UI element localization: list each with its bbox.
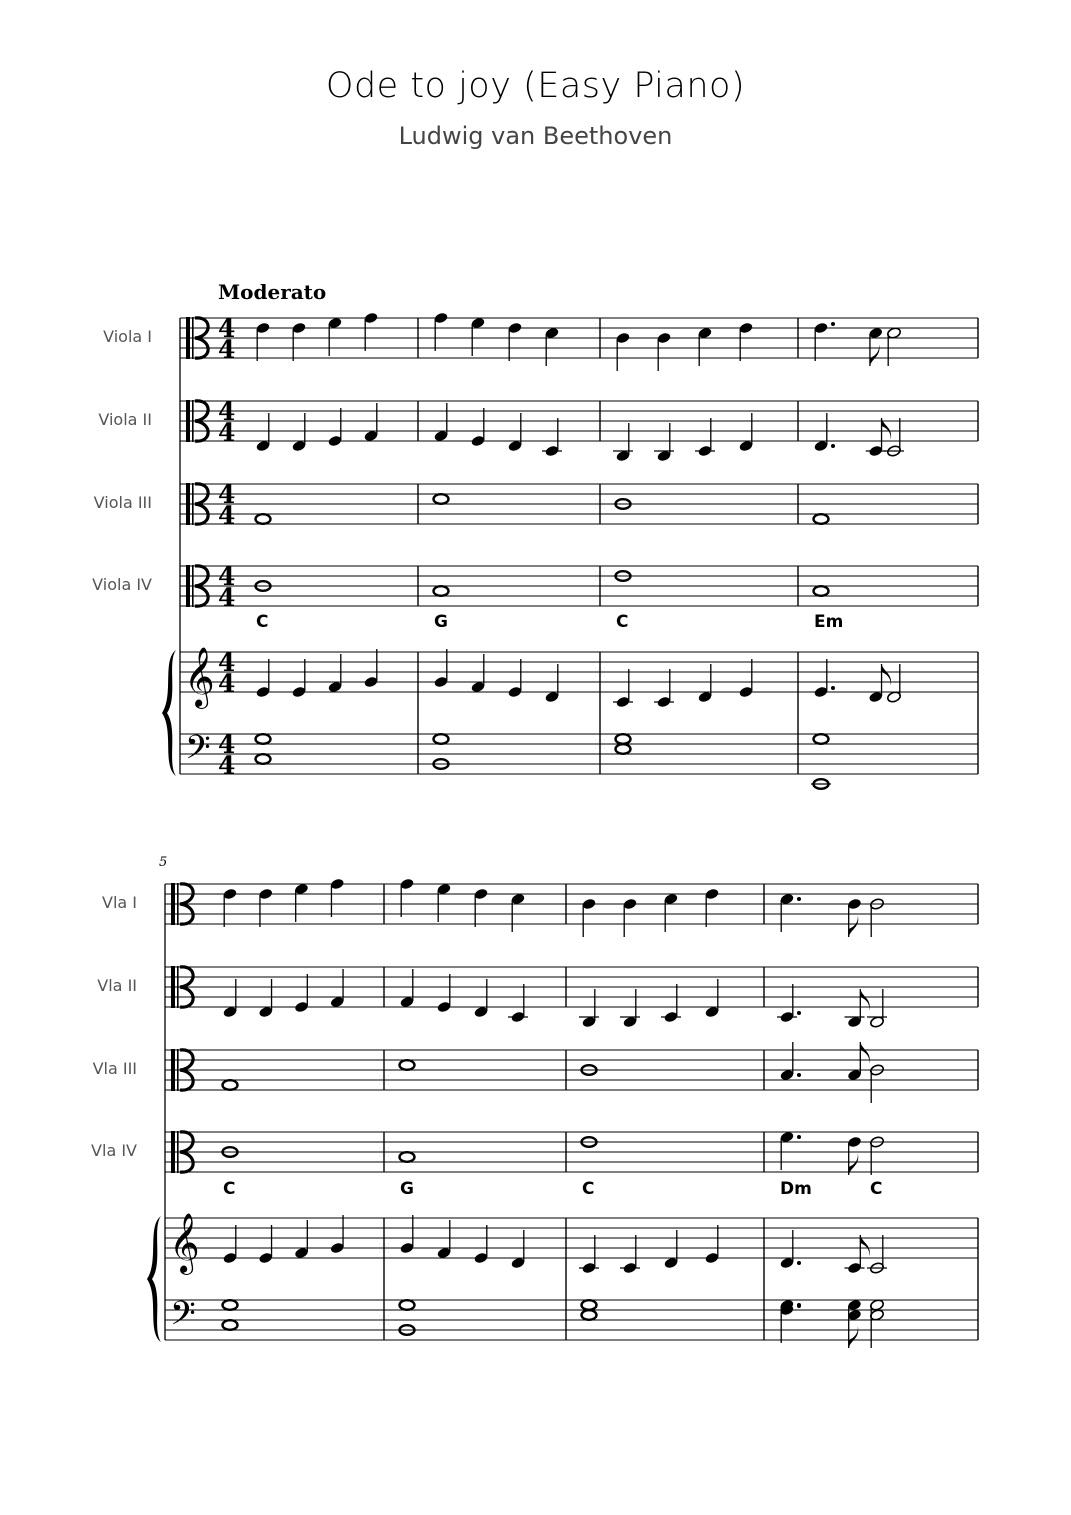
eighth-flag [849,915,859,937]
chord-symbol: G [434,612,448,632]
chord-symbol: C [616,612,629,632]
time-signature-numerator: 4 [218,397,236,426]
augmentation-dot [831,322,835,326]
eighth-flag [882,664,892,686]
measure-number: 5 [159,855,168,870]
chord-symbol: C [870,1179,883,1199]
staff-viola2 [98,397,978,462]
instrument-label: Viola II [98,410,152,429]
note-viola4 [814,586,829,596]
note-viola4 [434,586,449,596]
note-piano-lh [582,1310,597,1320]
augmentation-dot [831,444,835,448]
staff-viola1 [103,312,978,371]
score-title: Ode to joy (Easy Piano) [325,66,746,106]
note-viola3 [434,494,449,504]
instrument-label: Viola IV [92,575,152,594]
note-piano-lh [616,744,631,754]
alto-clef-icon [171,1049,175,1091]
time-signature-denominator: 4 [218,751,236,780]
composer-name: Ludwig van Beethoven [398,122,673,150]
time-signature-denominator: 4 [218,669,236,698]
augmentation-dot [797,1135,801,1139]
note-viola3 [400,1060,415,1070]
time-signature-numerator: 4 [218,648,236,677]
staff-piano-rh [180,647,978,774]
note-piano-lh [434,734,449,744]
note-viola3 [814,514,829,524]
augmentation-dot [797,1073,801,1077]
augmentation-dot [797,1261,801,1265]
chord-symbol: Em [814,612,844,632]
instrument-label: Viola III [93,493,152,512]
treble-clef-icon: 𝄞 [184,647,215,707]
chord-symbol: Dm [780,1179,812,1199]
eighth-flag [860,1042,870,1064]
staff-viola2 [97,966,978,1028]
time-signature-numerator: 4 [218,480,236,509]
alto-clef-icon [171,966,175,1008]
time-signature-numerator: 4 [218,730,236,759]
instrument-label: Vla IV [91,1141,137,1160]
instrument-label: Vla I [102,893,137,912]
time-signature-denominator: 4 [218,501,236,530]
staff-viola1 [102,878,978,937]
alto-clef-icon [171,883,175,925]
chord-symbol: G [400,1179,414,1199]
piano-brace [147,1216,161,1342]
alto-clef-icon [186,400,190,442]
staff-viola3 [93,1042,978,1103]
bass-clef-icon: 𝄢 [170,1295,196,1341]
staff-viola3 [94,480,978,530]
instrument-label: Vla II [97,976,137,995]
note-piano-lh [256,734,271,744]
instrument-label: Vla III [92,1059,137,1078]
augmentation-dot [797,1303,801,1307]
time-signature-denominator: 4 [218,335,236,364]
time-signature-denominator: 4 [218,418,236,447]
system-2 [91,855,978,1348]
tempo-marking: Moderato [218,280,327,304]
note-piano-lh [814,734,829,744]
note-viola3 [256,514,271,524]
alto-clef-icon [186,565,190,607]
note-piano-lh [616,734,631,744]
eighth-flag [849,1326,859,1348]
bass-clef-icon: 𝄢 [185,729,211,775]
treble-clef-icon: 𝄞 [169,1213,200,1273]
staff-piano-rh [165,1213,978,1340]
note-piano-lh [223,1320,238,1330]
time-signature-denominator: 4 [218,583,236,612]
alto-clef-icon [186,317,190,359]
staff-piano-lh [165,1295,978,1348]
note-viola3 [223,1080,238,1090]
chord-symbol: C [223,1179,236,1199]
staff-viola4 [91,1131,978,1175]
augmentation-dot [797,897,801,901]
note-viola4 [400,1152,415,1162]
system-1 [92,312,978,789]
augmentation-dot [831,686,835,690]
note-piano-lh [400,1300,415,1310]
time-signature-numerator: 4 [218,562,236,591]
alto-clef-icon [171,1131,175,1173]
chord-symbol: C [582,1179,595,1199]
alto-clef-icon [186,483,190,525]
chord-symbol: C [256,612,269,632]
piano-brace [162,650,176,776]
instrument-label: Viola I [103,327,152,346]
note-piano-lh [256,754,271,764]
eighth-flag [870,344,880,366]
time-signature-numerator: 4 [218,314,236,343]
eighth-flag [860,989,870,1011]
staff-piano-lh [180,729,978,789]
note-piano-lh [582,1300,597,1310]
staff-viola4 [92,562,978,612]
note-piano-lh [223,1300,238,1310]
augmentation-dot [797,1011,801,1015]
